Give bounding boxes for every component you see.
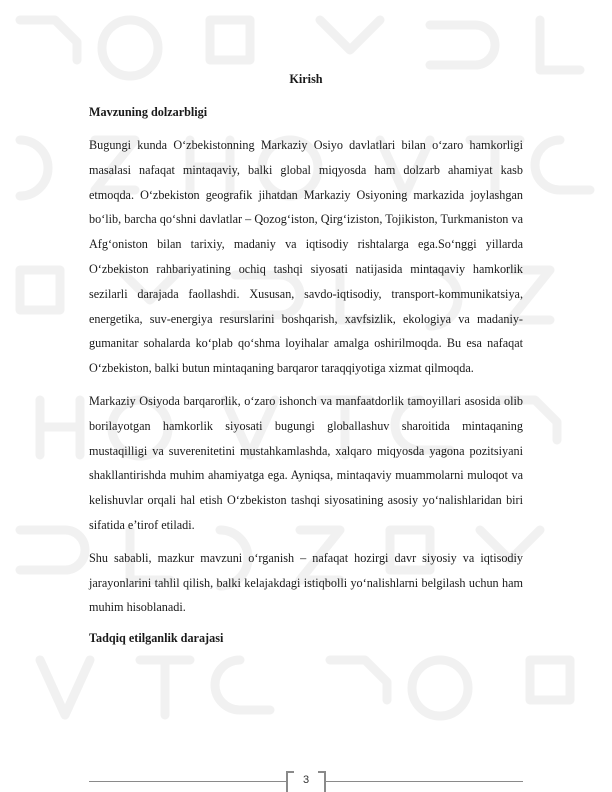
document-body (89, 69, 523, 659)
paragraph: Shu sababli, mazkur mavzuni o‘rganish – nafaqat hozirgi davr siyosiy va iqtisodiy jarayonlarini tahlil qilish, balki kelajakdagi istiqbolli yo‘nalishlarni belgilash uchun ham muhim hisoblanadi. (89, 550, 523, 615)
footer-rule-right (326, 781, 523, 782)
section-heading-relevance: Mavzuning dolzarbligi (89, 105, 208, 119)
footer-bracket-left (286, 771, 294, 792)
section-heading-research-degree: Tadqiq etilganlik darajasi (89, 631, 224, 646)
footer-rule-left (89, 781, 286, 782)
paragraph: Bugungi kunda O‘zbekistonning Markaziy Osiyo davlatlari bilan o‘zaro hamkorligi masalasi nafaqat mintaqaviy, balki global miqyosda ham dolzarb ahamiyat kasb etmoqda. O‘zbekiston geografik jihatdan Markaziy Osiyoning markazida joylashgan bo‘lib, barcha qo‘shni davlatlar – Qozog‘iston, Qirg‘iziston, Tojikiston, Turkmaniston va Afg‘oniston bilan tarixiy, madaniy va iqtisodiy rishtalarga ega.So‘nggi yillarda O‘zbekiston rahbariyatining ochiq tashqi siyosati natijasida mintaqaviy hamkorlik sezilarli darajada faollashdi. Xususan, savdo-iqtisodiy, transport-kommunikatsiya, energetika, suv-energiya resurslarini boshqarish, xavfsizlik, ekologiya va madaniy-gumanitar sohalarda ko‘plab qo‘shma loyihalar amalga oshirilmoqda. Bu esa nafaqat O‘zbekiston, balki butun mintaqaning barqaror taraqqiyotiga xizmat qilmoqda. (89, 138, 523, 376)
page-footer (89, 770, 523, 792)
page-title: Kirish (289, 72, 323, 86)
footer-bracket-right (318, 771, 326, 792)
page-number: 3 (302, 774, 310, 786)
paragraph: Markaziy Osiyoda barqarorlik, o‘zaro ishonch va manfaatdorlik tamoyillari asosida olib borilayotgan hamkorlik siyosati bugungi globallashuv sharoitida mintaqaning mustaqilligi va suverenitetini mustahkamlashda, xalqaro miqyosda yagona pozitsiyani shakllantirishda muhim ahamiyatga ega. Ayniqsa, mintaqaviy muammolarni muloqot va kelishuvlar orqali hal etish O‘zbekiston tashqi siyosatining asosiy yo‘nalishlaridan biri sifatida e’tirof etiladi. (89, 393, 523, 532)
